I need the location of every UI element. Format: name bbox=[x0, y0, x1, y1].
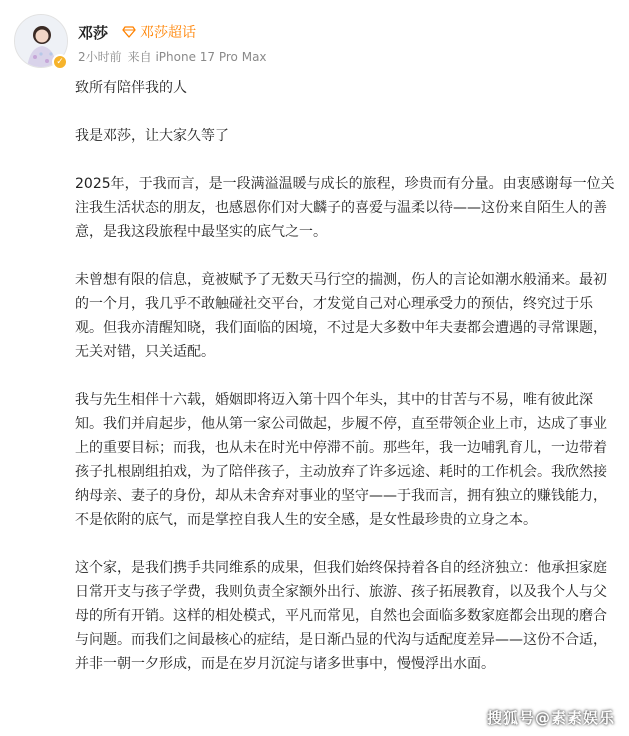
diamond-icon bbox=[122, 26, 136, 38]
topic-tag[interactable] bbox=[122, 22, 196, 42]
post-paragraph: 未曾想有限的信息，竟被赋予了无数天马行空的揣测，伤人的言论如潮水般涌来。最初的一个月，我几乎不敢触碰社交平台，才发觉自己对心理承受力的预估，终究过于乐观。但我亦清醒知晓，我们面临的困境，不过是大多数中年夫妻都会遭遇的寻常课题，无关对错，只关适配。 bbox=[75, 272, 607, 360]
user-name[interactable]: 邓莎 bbox=[78, 24, 109, 42]
post-paragraph: 我是邓莎，让大家久等了 bbox=[75, 128, 229, 144]
post-content bbox=[75, 76, 615, 700]
post-time: 2小时前 bbox=[78, 50, 122, 64]
post-greeting: 致所有陪伴我的人 bbox=[75, 80, 187, 96]
verified-badge-icon: ✓ bbox=[52, 54, 68, 70]
watermark: 搜狐号@素素娱乐 bbox=[486, 709, 615, 727]
post-paragraph: 我与先生相伴十六载，婚姻即将迈入第十四个年头，其中的甘苦与不易，唯有彼此深知。我们并肩起步，他从第一家公司做起，步履不停，直至带领企业上市，达成了事业上的重要目标；而我，也从未在时光中停滞不前。那些年，我一边哺乳育儿，一边带着孩子扎根剧组拍戏，为了陪伴孩子，主动放弃了许多远途、耗时的工作机会。我欣然接纳母亲、妻子的身份，却从未舍弃对事业的坚守——于我而言，拥有独立的赚钱能力，不是依附的底气，而是掌控自我人生的安全感，是女性最珍贵的立身之本。 bbox=[75, 392, 607, 528]
post-paragraph: 这个家，是我们携手共同维系的成果，但我们始终保持着各自的经济独立：他承担家庭日常开支与孩子学费，我则负责全家额外出行、旅游、孩子拓展教育，以及我个人与父母的所有开销。这样的相处模式，平凡而常见，自然也会面临多数家庭都会出现的磨合与问题。而我们之间最核心的症结，是日渐凸显的代沟与适配度差异——这份不合适，并非一朝一夕形成，而是在岁月沉淀与诸多世事中，慢慢浮出水面。 bbox=[75, 560, 607, 672]
topic-tag-label: 邓莎超话 bbox=[140, 25, 196, 41]
post-source: 来自 iPhone 17 Pro Max bbox=[127, 50, 267, 64]
post-header bbox=[14, 14, 614, 72]
post-meta bbox=[78, 48, 267, 65]
post-paragraph: 2025年，于我而言，是一段满溢温暖与成长的旅程，珍贵而有分量。由衷感谢每一位关注我生活状态的朋友，也感恩你们对大麟子的喜爱与温柔以待——这份来自陌生人的善意，是我这段旅程中最坚实的底气之一。 bbox=[75, 176, 615, 240]
